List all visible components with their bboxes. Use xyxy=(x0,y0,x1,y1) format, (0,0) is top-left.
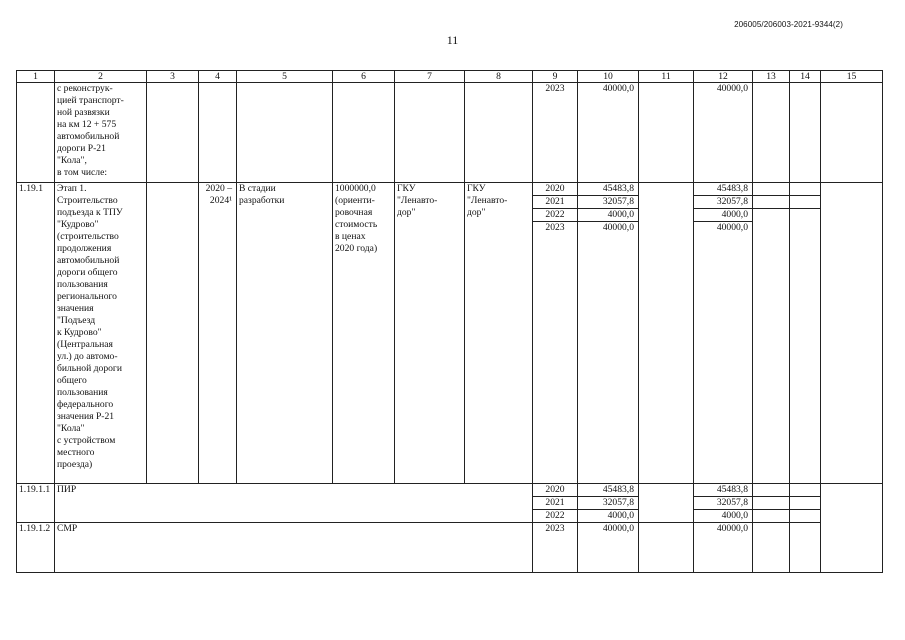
header-cell: 4 xyxy=(199,71,237,83)
customer-cell: ГКУ "Ленавто- дор" xyxy=(395,183,465,484)
amount-cell: 32057,8 xyxy=(578,196,639,209)
amount-cell: 40000,0 xyxy=(578,222,639,484)
amount-cell: 40000,0 xyxy=(694,523,753,573)
amount-cell: 32057,8 xyxy=(578,497,639,510)
table-row xyxy=(17,484,883,497)
work-type: СМР xyxy=(55,523,533,573)
year-cell: 2022 xyxy=(533,209,578,222)
header-cell: 7 xyxy=(395,71,465,83)
header-cell: 11 xyxy=(639,71,694,83)
amount-cell: 45483,8 xyxy=(694,484,753,497)
header-cell: 3 xyxy=(147,71,199,83)
year-cell: 2021 xyxy=(533,497,578,510)
header-cell: 10 xyxy=(578,71,639,83)
header-cell: 15 xyxy=(821,71,883,83)
year-cell: 2023 xyxy=(533,222,578,484)
header-cell: 8 xyxy=(465,71,533,83)
year-cell: 2021 xyxy=(533,196,578,209)
contractor-cell: ГКУ "Ленавто- дор" xyxy=(465,183,533,484)
column-number-row xyxy=(17,71,883,83)
amount-cell: 32057,8 xyxy=(694,196,753,209)
amount-cell: 40000,0 xyxy=(578,523,639,573)
amount-cell: 4000,0 xyxy=(578,209,639,222)
program-table xyxy=(16,70,883,573)
header-cell: 12 xyxy=(694,71,753,83)
year-cell: 2023 xyxy=(533,523,578,573)
table-row xyxy=(17,523,883,573)
amount-cell: 45483,8 xyxy=(694,183,753,196)
header-cell: 14 xyxy=(790,71,821,83)
amount-cell: 45483,8 xyxy=(578,484,639,497)
header-cell: 5 xyxy=(237,71,333,83)
object-description: с реконструк- цией транспорт- ной развязки на км 12 + 575 автомобильной дороги Р-21 "Кола", в том числе: xyxy=(55,83,147,183)
header-cell: 6 xyxy=(333,71,395,83)
year-cell: 2020 xyxy=(533,484,578,497)
period-cell: 2020 – 2024¹ xyxy=(199,183,237,484)
item-number: 1.19.1.2 xyxy=(17,523,55,573)
header-cell: 9 xyxy=(533,71,578,83)
year-cell: 2022 xyxy=(533,510,578,523)
year-cell: 2020 xyxy=(533,183,578,196)
amount-cell: 40000,0 xyxy=(578,83,639,183)
amount-cell: 4000,0 xyxy=(694,510,753,523)
header-cell: 2 xyxy=(55,71,147,83)
amount-cell: 32057,8 xyxy=(694,497,753,510)
amount-cell: 4000,0 xyxy=(578,510,639,523)
cost-cell: 1000000,0 (ориенти- ровочная стоимость в ценах 2020 года) xyxy=(333,183,395,484)
year-cell: 2023 xyxy=(533,83,578,183)
status-cell: В стадии разработки xyxy=(237,183,333,484)
page-number: 11 xyxy=(446,33,459,47)
amount-cell: 40000,0 xyxy=(694,222,753,484)
table-row xyxy=(17,183,883,196)
work-type: ПИР xyxy=(55,484,533,523)
amount-cell: 4000,0 xyxy=(694,209,753,222)
document-number: 206005/206003-2021-9344(2) xyxy=(734,20,843,29)
amount-cell: 45483,8 xyxy=(578,183,639,196)
amount-cell: 40000,0 xyxy=(694,83,753,183)
item-number: 1.19.1.1 xyxy=(17,484,55,523)
object-description: Этап 1. Строительство подъезда к ТПУ "Кудрово" (строительство продолжения автомобильной дороги общего пользования регионального значения "Подъезд к Кудрово" (Центральная ул.) до автомо- бильной дороги общего пользования федерального значения Р-21 "Кола" с устройством местного проезда) xyxy=(55,183,147,484)
item-number: 1.19.1 xyxy=(17,183,55,484)
header-cell: 13 xyxy=(753,71,790,83)
table-row xyxy=(17,83,883,183)
header-cell: 1 xyxy=(17,71,55,83)
